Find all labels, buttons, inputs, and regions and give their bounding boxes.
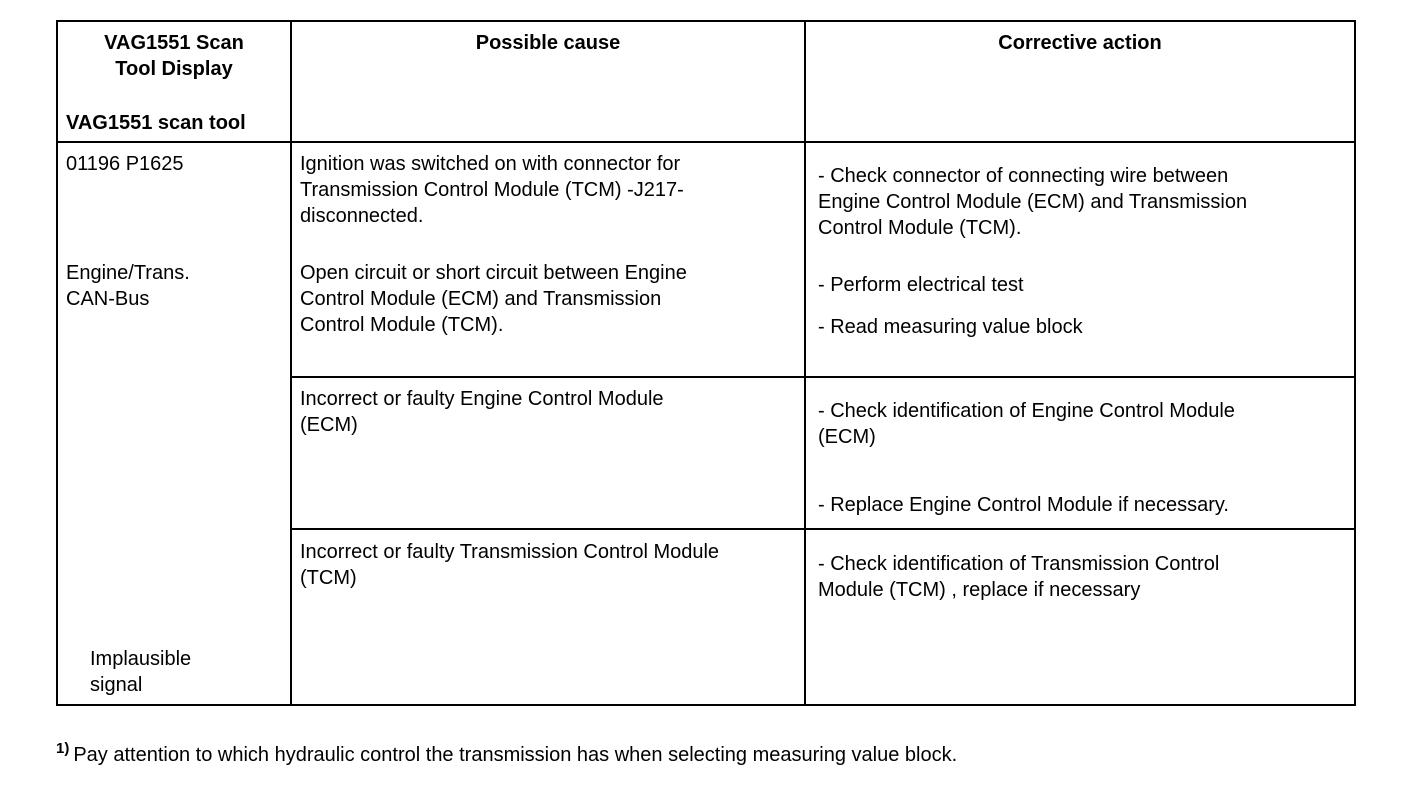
- row-divider-1: [290, 376, 1356, 378]
- header-possible-cause: Possible cause: [475, 32, 621, 54]
- fault-symptom-line2: signal: [90, 674, 143, 696]
- cause-row3-line2: (ECM): [300, 414, 358, 436]
- fault-code: 01196 P1625: [66, 153, 184, 175]
- cause-row2-line2: Control Module (ECM) and Transmission: [300, 288, 662, 310]
- action-row3-line2: (ECM): [818, 426, 876, 448]
- action-row2-measuring-block: - Read measuring value block: [818, 316, 1083, 338]
- cause-row2-line1: Open circuit or short circuit between Engine: [300, 262, 687, 284]
- action-row4-line1: - Check identification of Transmission Control: [818, 553, 1220, 575]
- header-scan-tool-line2: Tool Display: [115, 58, 233, 80]
- cause-row2-line3: Control Module (TCM).: [300, 314, 504, 336]
- footnote: [56, 736, 957, 768]
- action-row4-line2: Module (TCM) , replace if necessary: [818, 579, 1141, 601]
- diagnostic-table: [56, 20, 1356, 706]
- cause-row1-line2: Transmission Control Module (TCM) -J217-: [300, 179, 684, 201]
- cause-row1-line1: Ignition was switched on with connector for: [300, 153, 681, 175]
- action-row3-replace-ecm: - Replace Engine Control Module if necessary.: [818, 494, 1229, 516]
- header-corrective-action: Corrective action: [998, 32, 1162, 54]
- fault-component-line1: Engine/Trans.: [66, 262, 190, 284]
- action-row3-line1: - Check identification of Engine Control Module: [818, 400, 1235, 422]
- header-scan-tool-line1: VAG1551 Scan: [104, 32, 244, 54]
- action-row1-line3: Control Module (TCM).: [818, 217, 1022, 239]
- footnote-marker: 1): [56, 740, 70, 757]
- cause-row4-line1: Incorrect or faulty Transmission Control Module: [300, 541, 720, 563]
- cause-row4-line2: (TCM): [300, 567, 357, 589]
- column-divider-1: [290, 20, 292, 706]
- footnote-text: Pay attention to which hydraulic control the transmission has when selecting measuring value block.: [73, 744, 958, 766]
- action-row2-electrical-test: - Perform electrical test: [818, 274, 1024, 296]
- column-divider-2: [804, 20, 806, 706]
- header-divider: [56, 141, 1356, 143]
- cause-row3-line1: Incorrect or faulty Engine Control Module: [300, 388, 664, 410]
- row-divider-2: [290, 528, 1356, 530]
- header-scan-tool-line3: VAG1551 scan tool: [66, 112, 246, 134]
- fault-symptom-line1: Implausible: [90, 648, 192, 670]
- action-row1-line2: Engine Control Module (ECM) and Transmission: [818, 191, 1248, 213]
- action-row1-line1: - Check connector of connecting wire between: [818, 165, 1229, 187]
- cause-row1-line3: disconnected.: [300, 205, 424, 227]
- fault-component-line2: CAN-Bus: [66, 288, 150, 310]
